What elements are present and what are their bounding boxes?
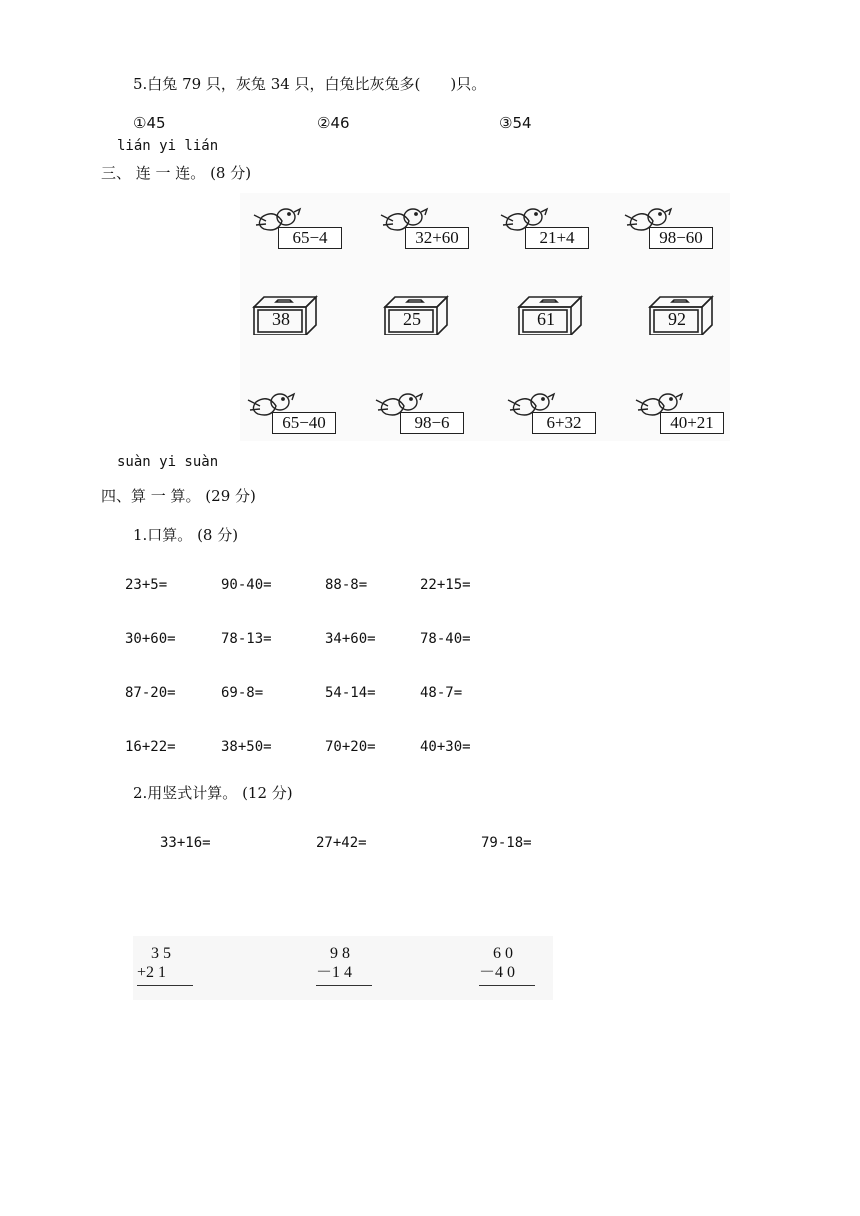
bird-card-top-4[interactable] [623, 203, 709, 249]
oral-item: 78-40= [420, 631, 471, 647]
oral-item: 16+22= [125, 739, 176, 755]
vertical-top-number: 3 5 [151, 945, 171, 962]
connect-panel [240, 193, 730, 441]
oral-item: 78-13= [221, 631, 272, 647]
bird-expression: 40+21 [660, 412, 724, 434]
vertical-underline [316, 985, 372, 986]
vertical-problem: 79-18= [481, 835, 532, 851]
section-3-title: 三、 连 一 连。 (8 分) [101, 164, 252, 182]
box-card-3[interactable] [517, 295, 583, 335]
bird-expression: 21+4 [525, 227, 589, 249]
bird-expression: 65−4 [278, 227, 342, 249]
oral-item: 30+60= [125, 631, 176, 647]
part-2-title: 2.用竖式计算。 (12 分) [133, 784, 293, 802]
bird-card-bottom-1[interactable] [246, 388, 332, 434]
oral-item: 38+50= [221, 739, 272, 755]
vertical-examples-panel [133, 936, 553, 1000]
oral-item: 88-8= [325, 577, 368, 593]
bird-expression: 98−6 [400, 412, 464, 434]
box-number: 92 [668, 309, 686, 329]
box-card-2[interactable] [383, 295, 449, 335]
bird-expression: 6+32 [532, 412, 596, 434]
oral-item: 22+15= [420, 577, 471, 593]
bird-card-bottom-3[interactable] [506, 388, 592, 434]
oral-item: 54-14= [325, 685, 376, 701]
oral-item: 34+60= [325, 631, 376, 647]
vertical-example-3 [479, 944, 535, 986]
question-5-text: 5.白兔 79 只，灰兔 34 只，白兔比灰兔多( )只。 [133, 75, 487, 93]
section-4-pinyin: suàn yi suàn [117, 454, 219, 470]
q5-option-1: ①45 [133, 114, 166, 132]
vertical-example-1 [137, 944, 193, 986]
vertical-top-number: 6 0 [493, 945, 513, 962]
vertical-top-number: 9 8 [330, 945, 350, 962]
box-number: 61 [537, 309, 555, 329]
bird-expression: 32+60 [405, 227, 469, 249]
q5-option-2: ②46 [317, 114, 350, 132]
oral-item: 48-7= [420, 685, 463, 701]
oral-item: 87-20= [125, 685, 176, 701]
q5-option-3: ③54 [499, 114, 532, 132]
oral-item: 23+5= [125, 577, 168, 593]
bird-card-bottom-2[interactable] [374, 388, 460, 434]
vertical-bottom-number: －4 0 [479, 964, 516, 981]
vertical-underline [479, 985, 535, 986]
bird-expression: 65−40 [272, 412, 336, 434]
vertical-problem: 27+42= [316, 835, 367, 851]
bird-card-top-1[interactable] [252, 203, 338, 249]
oral-item: 70+20= [325, 739, 376, 755]
bird-card-top-3[interactable] [499, 203, 585, 249]
section-3-pinyin: lián yi lián [117, 138, 219, 154]
oral-item: 90-40= [221, 577, 272, 593]
vertical-bottom-number: －1 4 [316, 964, 353, 981]
box-number: 38 [272, 309, 290, 329]
box-number: 25 [403, 309, 421, 329]
bird-card-top-2[interactable] [379, 203, 465, 249]
vertical-bottom-number: +2 1 [137, 964, 167, 981]
bird-card-bottom-4[interactable] [634, 388, 720, 434]
vertical-underline [137, 985, 193, 986]
vertical-problem: 33+16= [160, 835, 211, 851]
oral-item: 40+30= [420, 739, 471, 755]
part-1-title: 1.口算。 (8 分) [133, 526, 239, 544]
box-card-4[interactable] [648, 295, 714, 335]
section-4-title: 四、算 一 算。 (29 分) [101, 487, 256, 505]
box-card-1[interactable] [252, 295, 318, 335]
bird-expression: 98−60 [649, 227, 713, 249]
vertical-example-2 [316, 944, 372, 986]
oral-item: 69-8= [221, 685, 264, 701]
